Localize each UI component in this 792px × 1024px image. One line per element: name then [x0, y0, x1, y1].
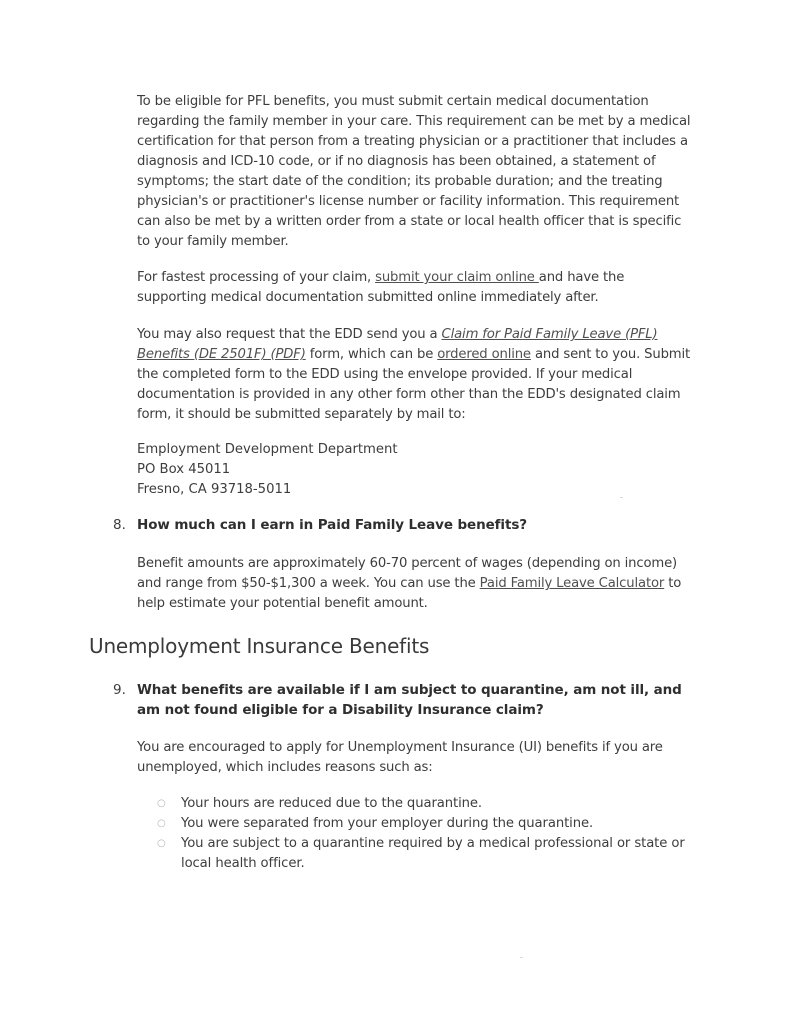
- question-8-number: 8.: [113, 517, 126, 533]
- fastest-text-before: For fastest processing of your claim,: [137, 270, 376, 285]
- request-text-after: and sent to you. Submit the completed form to the EDD using the envelope provided. If your medical documentation is provided in any other form other than the EDD's designated claim form, it should be submitted separately by mail to:: [137, 347, 691, 422]
- list-item: [157, 814, 697, 834]
- request-text-before: You may also request that the EDD send you a: [137, 327, 442, 342]
- ui-section: [89, 633, 689, 659]
- bullet-text: Your hours are reduced due to the quarantine.: [181, 796, 483, 811]
- fastest-text-after: and have the supporting medical documentation submitted online immediately after.: [137, 270, 625, 305]
- list-item: [157, 834, 697, 874]
- question-8: [137, 515, 697, 535]
- pfl-calculator-link[interactable]: Paid Family Leave Calculator: [479, 576, 665, 591]
- pfl-eligibility-paragraph: [137, 92, 697, 252]
- ui-encourage-text: You are encouraged to apply for Unemployment Insurance (UI) benefits if you are unemployed, which includes reasons such as:: [137, 740, 663, 775]
- question-9-number: 9.: [113, 682, 126, 698]
- bullet-circle-icon: ○: [157, 818, 166, 829]
- benefit-amount-paragraph: [137, 554, 687, 614]
- pfl-eligibility-text: To be eligible for PFL benefits, you must submit certain medical documentation regarding the family member in your care. This requirement can be met by a medical certification for that person from a treating physician or a practitioner that includes a diagnosis and ICD-10 code, or if no diagnosis has been obtained, a statement of symptoms; the start date of the condition; its probable duration; and the treating physician's or practitioner's license number or facility information. This requirement can also be met by a written order from a state or local health officer that is specific to your family member.: [137, 94, 691, 249]
- section-heading-ui: Unemployment Insurance Benefits: [89, 634, 430, 658]
- claim-form-pdf-link[interactable]: Claim for Paid Family Leave (PFL) Benefits (DE 2501F) (PDF): [137, 327, 658, 362]
- request-text-middle: form, which can be: [305, 347, 438, 362]
- ordered-online-link[interactable]: ordered online: [437, 347, 531, 362]
- list-item: [157, 794, 697, 814]
- scan-speck: [520, 957, 523, 958]
- request-form-paragraph: [137, 325, 692, 425]
- submit-claim-online-link[interactable]: submit your claim online: [375, 270, 539, 285]
- question-8-text: How much can I earn in Paid Family Leave benefits?: [137, 517, 527, 533]
- benefit-text-after: to help estimate your potential benefit amount.: [137, 576, 682, 611]
- address-line-2: PO Box 45011: [137, 462, 231, 477]
- mailing-address: [137, 440, 537, 500]
- scan-speck: [620, 497, 623, 498]
- address-line-1: Employment Development Department: [137, 442, 398, 457]
- bullet-circle-icon: ○: [157, 798, 166, 809]
- benefit-text-before: Benefit amounts are approximately 60-70 percent of wages (depending on income) and range from $50-$1,300 a week. You can use the: [137, 556, 678, 591]
- bullet-circle-icon: ○: [157, 838, 166, 849]
- address-line-3: Fresno, CA 93718-5011: [137, 482, 292, 497]
- ui-encourage-paragraph: [137, 738, 682, 778]
- fastest-processing-paragraph: [137, 268, 677, 308]
- question-9-text: What benefits are available if I am subject to quarantine, am not ill, and am not found eligible for a Disability Insurance claim?: [137, 682, 682, 718]
- bullet-text: You are subject to a quarantine required by a medical professional or state or local health officer.: [181, 836, 685, 871]
- bullet-text: You were separated from your employer during the quarantine.: [181, 816, 594, 831]
- question-9: [137, 680, 692, 720]
